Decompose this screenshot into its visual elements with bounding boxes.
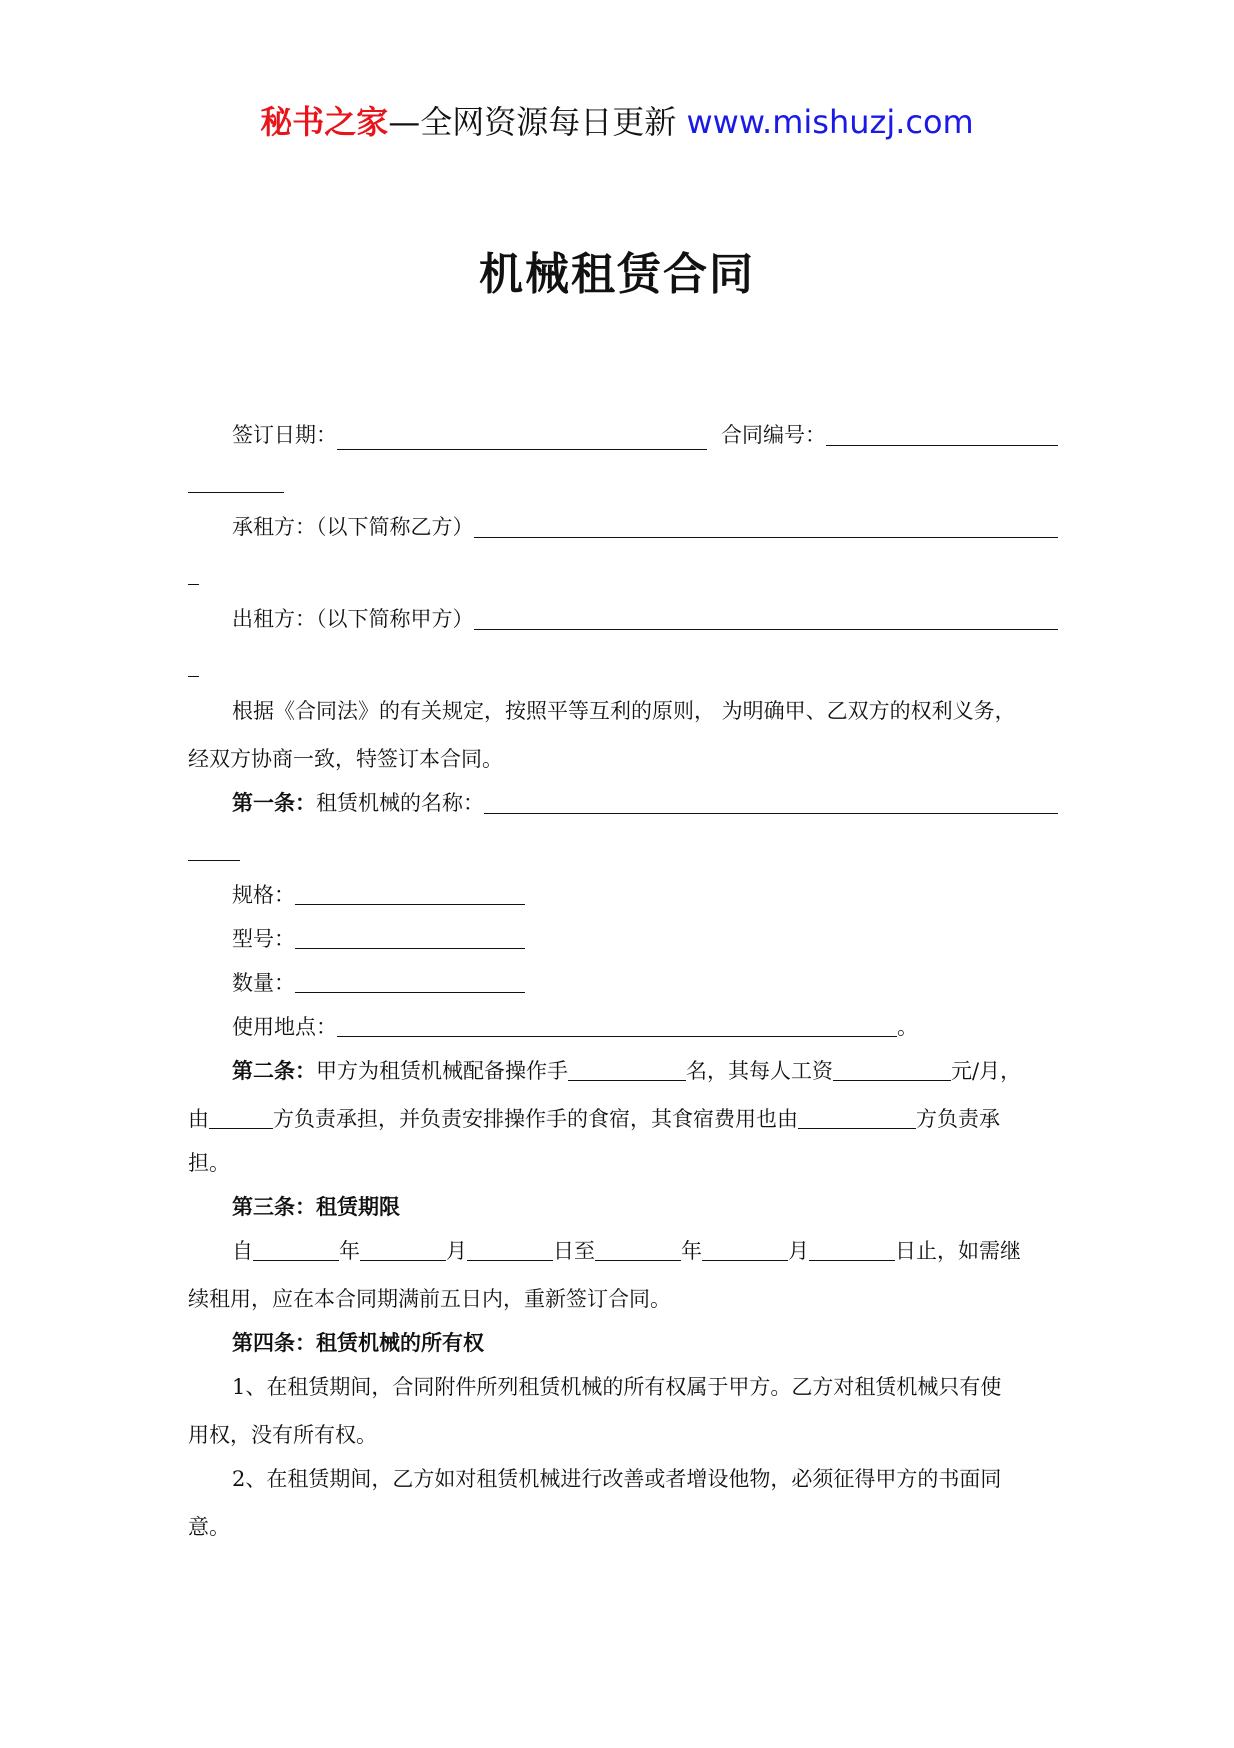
contract-no-label: 合同编号： <box>721 423 826 447</box>
lessor-line <box>188 604 1058 634</box>
wage-party-blank[interactable] <box>209 1106 273 1129</box>
brand-name: 秘书之家 <box>260 103 389 141</box>
quantity-label: 数量： <box>232 971 295 995</box>
site-header <box>0 100 1234 144</box>
article2-line-3: 担。 <box>188 1151 230 1175</box>
day-to-text: 日至 <box>553 1239 595 1263</box>
start-year-blank[interactable] <box>253 1238 339 1261</box>
sign-date-blank[interactable] <box>337 427 707 450</box>
end-day-blank[interactable] <box>809 1238 895 1261</box>
lessor-blank[interactable] <box>474 607 1059 630</box>
start-day-blank[interactable] <box>467 1238 553 1261</box>
model-label: 型号： <box>232 927 295 951</box>
article4-p2-line-2: 意。 <box>188 1515 230 1539</box>
article2-line-1 <box>188 1056 1058 1086</box>
article2-text-4: 由 <box>188 1107 209 1131</box>
model-blank[interactable] <box>295 926 525 949</box>
spec-blank[interactable] <box>295 882 525 905</box>
day-end-text: 日止，如需继 <box>895 1239 1021 1263</box>
end-year-blank[interactable] <box>595 1238 681 1261</box>
machine-name-label: 租赁机械的名称： <box>316 791 484 815</box>
article4-p2-line-1: 2、在租赁期间，乙方如对租赁机械进行改善或者增设他物，必须征得甲方的书面同 <box>232 1467 1002 1491</box>
board-party-blank[interactable] <box>798 1106 916 1129</box>
machine-name-blank[interactable] <box>484 791 1058 814</box>
intro-line-1: 根据《合同法》的有关规定，按照平等互利的原则， 为明确甲、乙双方的权利义务， <box>232 699 1016 723</box>
article4-p1-line-2: 用权，没有所有权。 <box>188 1423 377 1447</box>
article3-line-2: 续租用，应在本合同期满前五日内，重新签订合同。 <box>188 1287 671 1311</box>
article4-heading: 第四条：租赁机械的所有权 <box>232 1330 484 1355</box>
machine-name-continuation <box>188 836 1058 866</box>
site-url-link[interactable]: www.mishuzj.com <box>686 103 974 141</box>
lessee-blank-cont[interactable] <box>188 562 199 585</box>
sign-date-label: 签订日期： <box>232 423 337 447</box>
article4-p1-line-1: 1、在租赁期间，合同附件所列租赁机械的所有权属于甲方。乙方对租赁机械只有使 <box>232 1375 1002 1399</box>
quantity-blank[interactable] <box>295 970 525 993</box>
lessor-label: 出租方：（以下简称甲方） <box>232 607 474 631</box>
model-line <box>188 924 1058 954</box>
article2-text-6: 方负责承 <box>916 1107 1000 1131</box>
machine-name-blank-cont[interactable] <box>188 838 240 861</box>
year-text-2: 年 <box>681 1239 702 1263</box>
month-text-1: 月 <box>446 1239 467 1263</box>
spec-line <box>188 880 1058 910</box>
lessee-label: 承租方：（以下简称乙方） <box>232 515 474 539</box>
article2-text-3: 元/月， <box>951 1059 1022 1083</box>
article2-text-2: 名，其每人工资 <box>686 1059 833 1083</box>
wage-blank[interactable] <box>833 1058 951 1081</box>
article1-name-line <box>188 788 1058 818</box>
article3-heading: 第三条：租赁期限 <box>232 1194 400 1219</box>
lessee-line <box>188 512 1058 542</box>
lessee-blank[interactable] <box>474 515 1059 538</box>
lessor-blank-cont[interactable] <box>188 654 199 677</box>
quantity-line <box>188 968 1058 998</box>
lessor-continuation <box>188 652 1058 682</box>
year-text-1: 年 <box>339 1239 360 1263</box>
article2-text-5: 方负责承担，并负责安排操作手的食宿，其食宿费用也由 <box>273 1107 798 1131</box>
article2-text-1: 甲方为租赁机械配备操作手 <box>316 1059 568 1083</box>
operator-count-blank[interactable] <box>568 1058 686 1081</box>
location-label: 使用地点： <box>232 1015 337 1039</box>
article1-heading: 第一条： <box>232 790 316 815</box>
article2-line-2 <box>188 1104 1058 1134</box>
contract-no-blank[interactable] <box>826 423 1058 446</box>
header-slogan: —全网资源每日更新 <box>388 103 677 141</box>
start-month-blank[interactable] <box>360 1238 446 1261</box>
contract-no-continuation <box>188 468 1058 498</box>
lessee-continuation <box>188 560 1058 590</box>
spec-label: 规格： <box>232 883 295 907</box>
location-blank[interactable] <box>337 1014 897 1037</box>
sign-date-line <box>188 420 1058 450</box>
article3-line-1 <box>188 1236 1058 1266</box>
end-month-blank[interactable] <box>702 1238 788 1261</box>
document-title: 机械租赁合同 <box>479 249 755 300</box>
location-line <box>188 1012 1058 1042</box>
contract-no-blank-cont[interactable] <box>188 470 284 493</box>
article2-heading: 第二条： <box>232 1058 316 1083</box>
intro-line-2: 经双方协商一致，特签订本合同。 <box>188 747 503 771</box>
from-text: 自 <box>232 1239 253 1263</box>
location-end: 。 <box>897 1015 918 1039</box>
month-text-2: 月 <box>788 1239 809 1263</box>
